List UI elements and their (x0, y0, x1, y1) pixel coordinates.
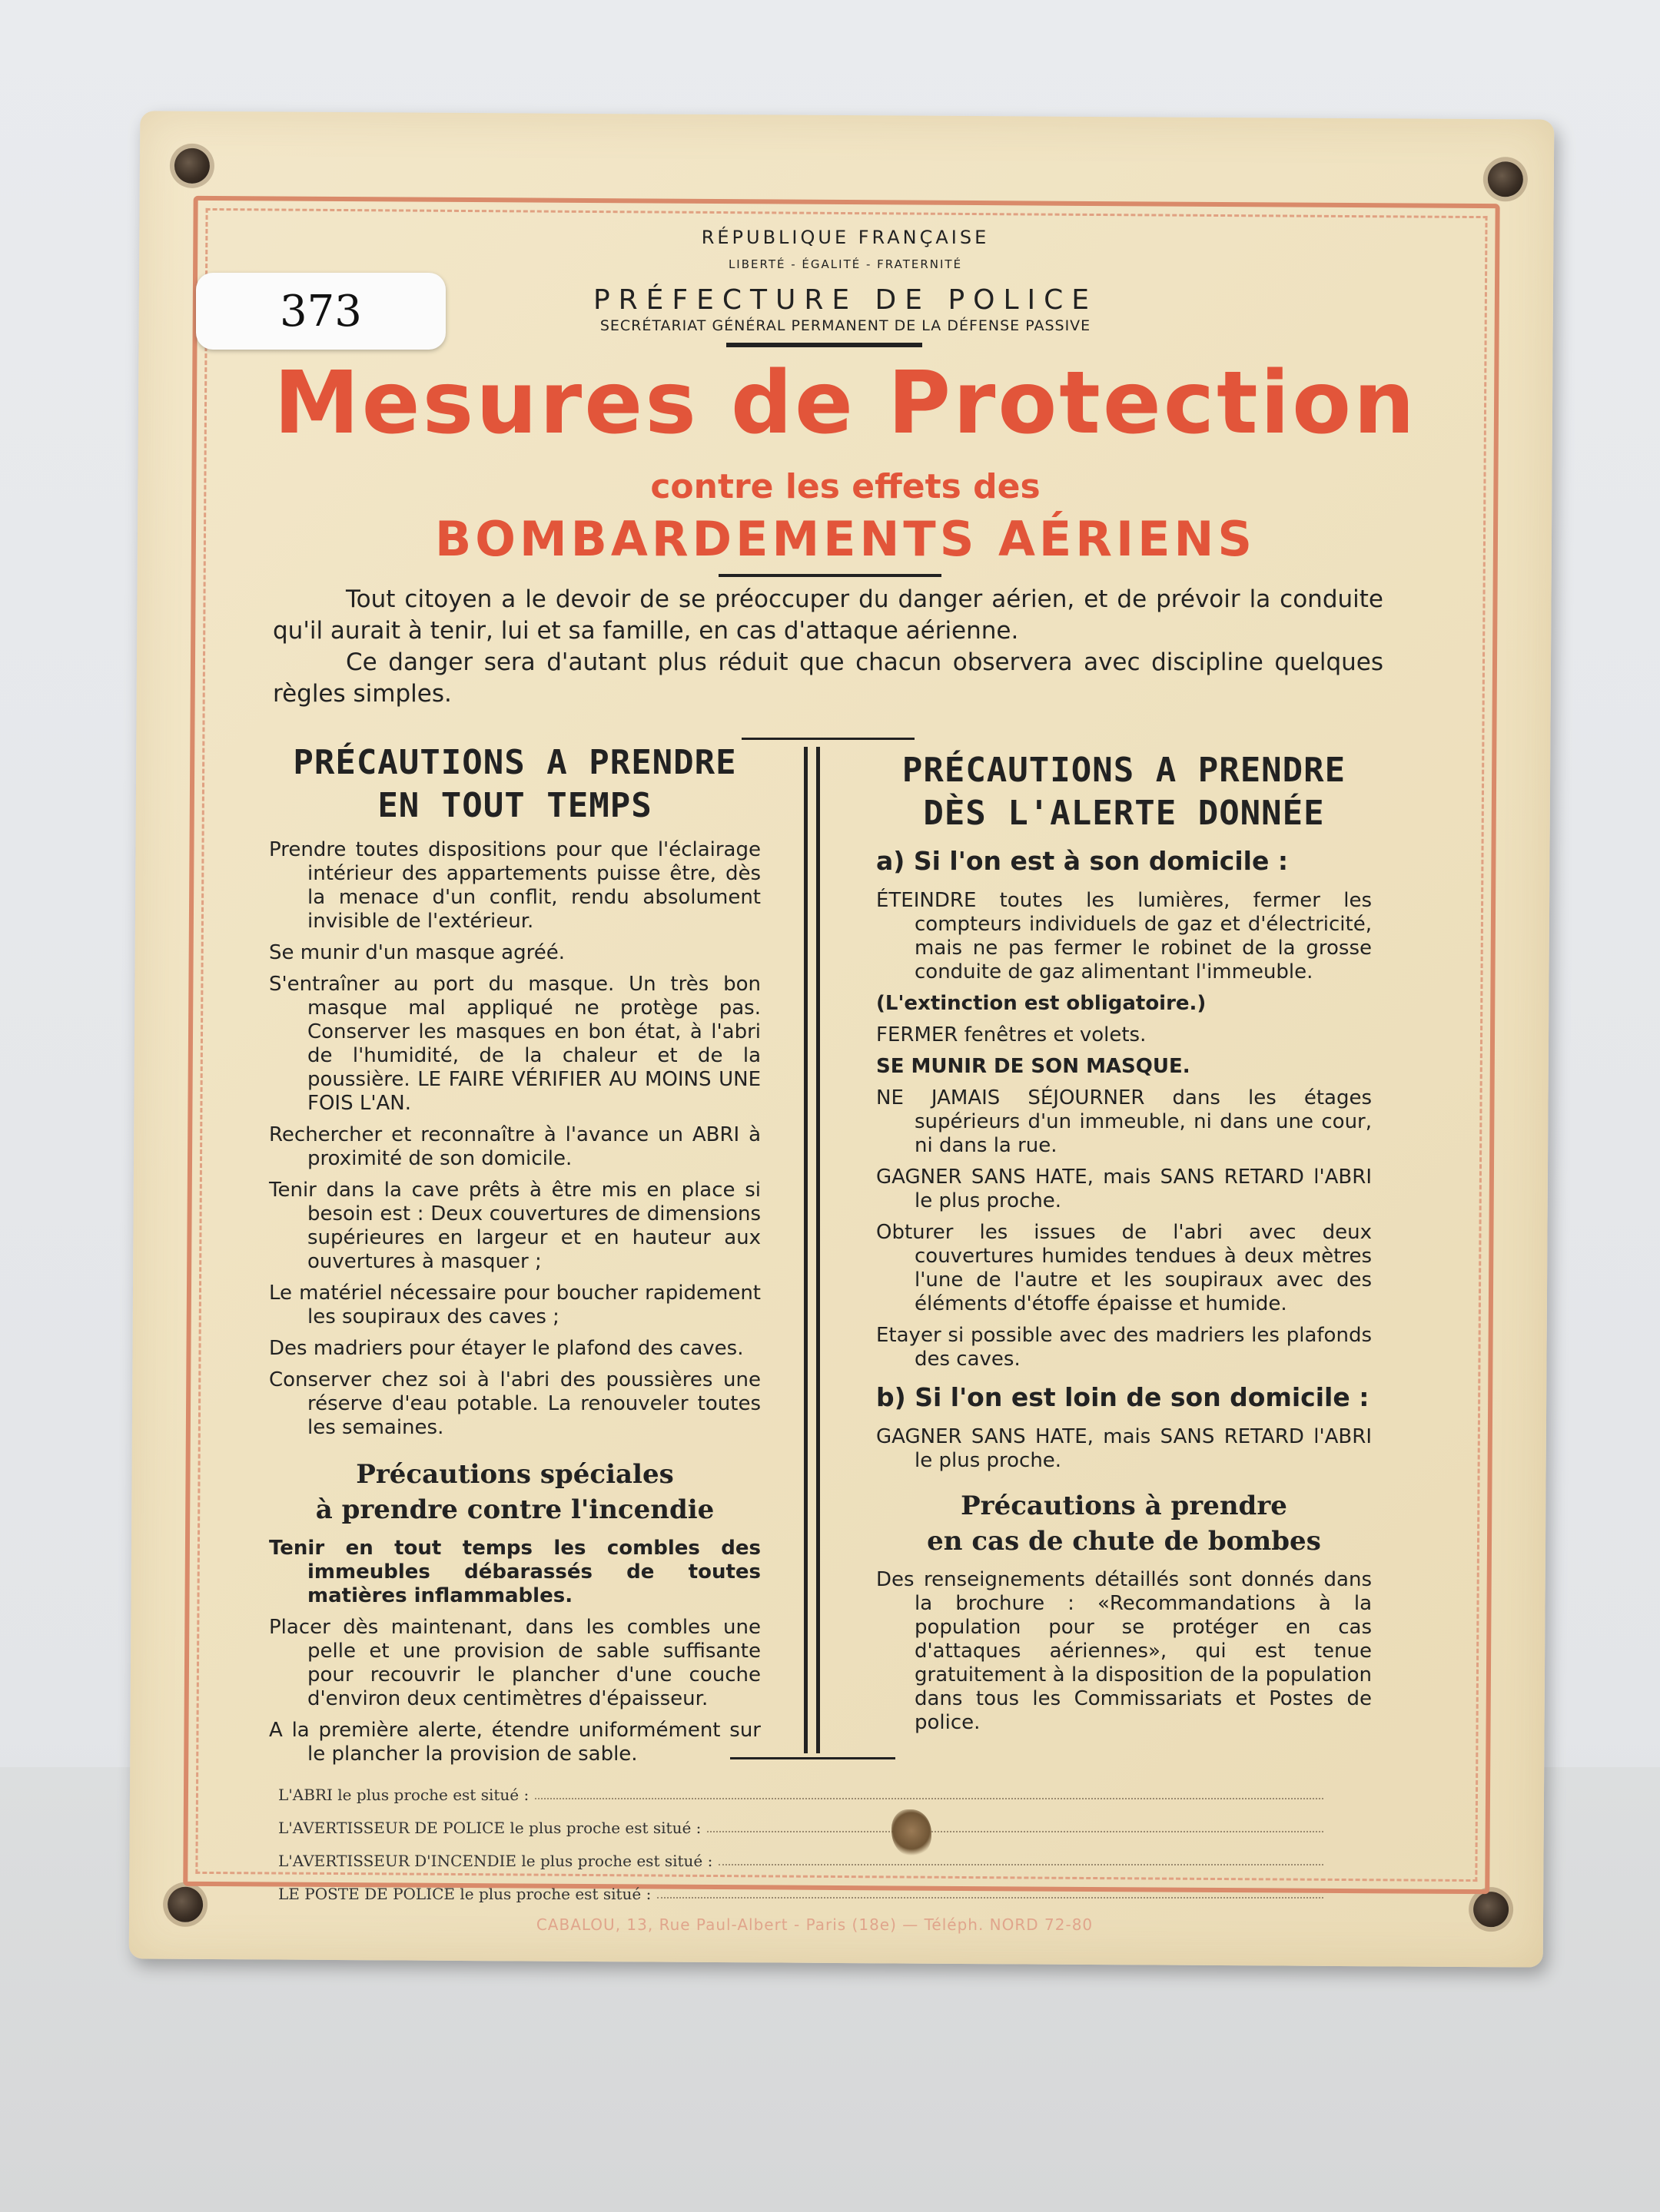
left-item: Tenir dans la cave prêts à être mis en place si besoin est : Deux couvertures de dimensions supérieures en largeur et en hauteur aux ouvertures à masquer ; (269, 1179, 761, 1273)
rivet-bottom-right (1473, 1892, 1509, 1927)
bomb-text: Des renseignements détaillés sont donnés dans la brochure : «Recommandations à la population pour se protéger en cas d'attaques aériennes», qui est tenue gratuitement à la disposition de la population dans tous les Commissariats et Postes de police. (876, 1568, 1372, 1734)
secretariat-heading: SECRÉTARIAT GÉNÉRAL PERMANENT DE LA DÉFENSE PASSIVE (599, 317, 1091, 334)
fill-line-abri (278, 1771, 1323, 1804)
republic-heading: RÉPUBLIQUE FRANÇAISE (701, 227, 990, 248)
intro-text (273, 584, 1383, 710)
column-en-tout-temps (269, 741, 761, 1774)
fill-line-poste-police (278, 1870, 1323, 1903)
section-rule-top (742, 738, 915, 740)
lot-number-sticker: 373 (196, 273, 446, 350)
fire-heading-line-2: à prendre contre l'incendie (315, 1494, 715, 1525)
rivet-top-right (1488, 161, 1523, 197)
fire-item: Tenir en tout temps les combles des immeubles débarassés de toutes matières inflammables. (269, 1537, 761, 1607)
left-heading-line-2: EN TOUT TEMPS (377, 786, 652, 825)
fill-line-label: LE POSTE DE POLICE le plus proche est situé : (278, 1885, 652, 1903)
intro-paragraph-1: Tout citoyen a le devoir de se préoccuper du danger aérien, et de prévoir la conduite qu'il aurait à tenir, lui et sa famille, en cas d'attaque aérienne. (273, 585, 1383, 645)
fill-line-dots (707, 1831, 1323, 1832)
left-heading-line-1: PRÉCAUTIONS A PRENDRE (293, 743, 737, 782)
left-item: Rechercher et reconnaître à l'avance un ABRI à proximité de son domicile. (269, 1123, 761, 1170)
intro-paragraph-2: Ce danger sera d'autant plus réduit que chacun observera avec discipline quelques règles simples. (273, 648, 1383, 708)
subheading-b: b) Si l'on est loin de son domicile : (876, 1382, 1370, 1412)
fill-line-avertisseur-incendie (278, 1837, 1323, 1870)
location-fill-lines (278, 1771, 1323, 1903)
header-rule (726, 343, 922, 347)
right-item: ÉTEINDRE toutes les lumières, fermer les compteurs individuels de gaz et d'électricité, mais ne pas fermer le robinet de la grosse conduite de gaz alimentant l'immeuble. (876, 889, 1372, 983)
left-item: Conserver chez soi à l'abri des poussières une réserve d'eau potable. La renouveler toutes les semaines. (269, 1368, 761, 1439)
fill-line-label: L'AVERTISSEUR D'INCENDIE le plus proche est situé : (278, 1852, 713, 1870)
section-rule-bottom (730, 1757, 895, 1759)
fire-heading-line-1: Précautions spéciales (356, 1459, 674, 1490)
right-item: Etayer si possible avec des madriers les plafonds des caves. (876, 1324, 1372, 1371)
left-item: Le matériel nécessaire pour boucher rapidement les soupiraux des caves ; (269, 1282, 761, 1328)
fill-line-avertisseur-police (278, 1804, 1323, 1837)
left-item: Prendre toutes dispositions pour que l'éclairage intérieur des appartements puisse être, dès la menace d'un conflit, rendu absolument invisible de l'extérieur. (269, 838, 761, 933)
right-item: SE MUNIR DE SON MASQUE. (876, 1055, 1190, 1078)
column-des-l-alerte (876, 749, 1372, 1743)
poster-title: Mesures de Protection (274, 353, 1417, 453)
subheading-a: a) Si l'on est à son domicile : (876, 846, 1289, 876)
fire-item: Placer dès maintenant, dans les combles une pelle et une provision de sable suffisante pour recouvrir le plancher d'une couche d'environ deux centimètres d'épaisseur. (269, 1616, 761, 1710)
right-heading-line-2: DÈS L'ALERTE DONNÉE (923, 794, 1325, 833)
fill-line-label: L'AVERTISSEUR DE POLICE le plus proche est situé : (278, 1819, 702, 1837)
printer-imprint: CABALOU, 13, Rue Paul-Albert - Paris (18e) — Téléph. NORD 72-80 (536, 1915, 1094, 1934)
fill-line-dots (657, 1897, 1323, 1899)
right-heading-line-1: PRÉCAUTIONS A PRENDRE (901, 751, 1346, 790)
rivet-bottom-left (168, 1887, 203, 1922)
fill-line-dots (535, 1798, 1323, 1799)
bomb-heading-line-1: Précautions à prendre (961, 1491, 1287, 1521)
left-item: S'entraîner au port du masque. Un très bon masque mal appliqué ne protège pas. Conserver les masques en bon état, à l'abri de l'humidité, de la chaleur et de la poussière. LE FAIRE VÉRIFIER AU MOINS UNE FOIS L'AN. (269, 973, 761, 1115)
right-item: NE JAMAIS SÉJOURNER dans les étages supérieurs d'un immeuble, ni dans une cour, ni dans la rue. (876, 1086, 1372, 1157)
right-item: (L'extinction est obligatoire.) (876, 992, 1207, 1015)
title-rule (719, 574, 941, 577)
poster-subtitle: contre les effets des (650, 467, 1041, 506)
bomb-heading-line-2: en cas de chute de bombes (927, 1526, 1321, 1557)
right-item: FERMER fenêtres et volets. (876, 1023, 1147, 1046)
column-divider-left (804, 747, 808, 1753)
prefecture-heading: PRÉFECTURE DE POLICE (593, 284, 1098, 316)
poster-subtitle-bombardements: BOMBARDEMENTS AÉRIENS (435, 511, 1256, 567)
republic-motto: LIBERTÉ - ÉGALITÉ - FRATERNITÉ (728, 257, 963, 271)
right-item: GAGNER SANS HATE, mais SANS RETARD l'ABRI le plus proche. (876, 1166, 1372, 1212)
fill-line-label: L'ABRI le plus proche est situé : (278, 1786, 530, 1804)
left-item: Se munir d'un masque agréé. (269, 941, 565, 964)
right-item: Obturer les issues de l'abri avec deux couvertures humides tendues à deux mètres l'une de l'autre et les soupiraux avec des éléments d'étoffe épaisse et humide. (876, 1221, 1372, 1315)
fill-line-dots (719, 1864, 1323, 1865)
fire-item: A la première alerte, étendre uniformément sur le plancher la provision de sable. (269, 1719, 761, 1766)
left-item: Des madriers pour étayer le plafond des caves. (269, 1337, 744, 1360)
rivet-top-left (174, 148, 210, 184)
right-item: GAGNER SANS HATE, mais SANS RETARD l'ABRI le plus proche. (876, 1425, 1372, 1472)
column-divider-right (816, 747, 820, 1753)
